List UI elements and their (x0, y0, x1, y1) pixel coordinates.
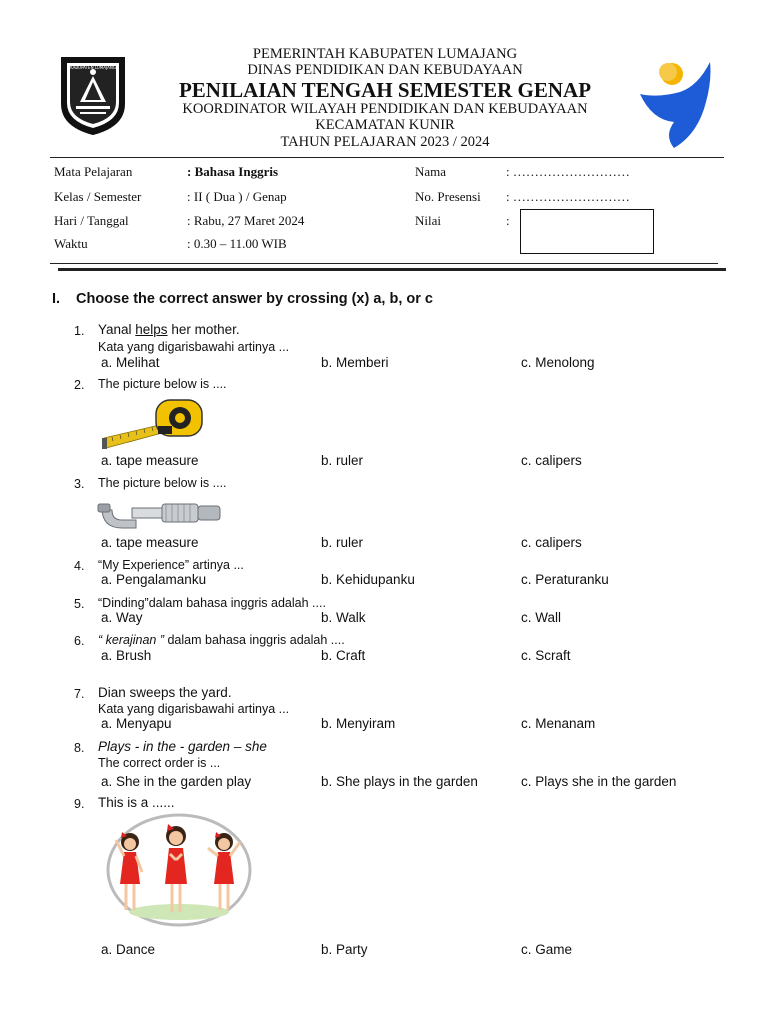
tape-measure-image (100, 396, 206, 452)
header-coordinator-line: KOORDINATOR WILAYAH PENDIDIKAN DAN KEBUDAYAAN (182, 101, 588, 117)
option-a[interactable]: a. Dance (101, 942, 156, 957)
option-a[interactable]: a. Pengalamanku (101, 572, 207, 587)
question-text: Plays - in the - garden – she (98, 739, 267, 754)
question-text: “My Experience” artinya ... (98, 558, 244, 572)
option-b[interactable]: b. Party (321, 942, 368, 957)
question-subtext: The correct order is ... (98, 756, 221, 770)
option-b[interactable]: b. Kehidupanku (321, 572, 415, 587)
option-c[interactable]: c. calipers (521, 453, 582, 468)
option-c[interactable]: c. Menanam (521, 716, 596, 731)
time-value: : 0.30 – 11.00 WIB (187, 236, 287, 251)
question-number: 5. (74, 597, 85, 611)
option-b[interactable]: b. ruler (321, 453, 364, 468)
option-b[interactable]: b. She plays in the garden (321, 774, 478, 789)
question-text: Dian sweeps the yard. (98, 685, 232, 700)
header-department-line: DINAS PENDIDIKAN DAN KEBUDAYAAN (247, 62, 523, 78)
option-b[interactable]: b. Craft (321, 648, 366, 663)
option-c[interactable]: c. Peraturanku (521, 572, 609, 587)
question-text (98, 322, 240, 337)
question-number: 3. (74, 477, 85, 491)
date-value: : Rabu, 27 Maret 2024 (187, 213, 305, 228)
subject-label: Mata Pelajaran (54, 164, 133, 179)
option-a[interactable]: a. Melihat (101, 355, 160, 370)
question-number: 2. (74, 378, 85, 392)
option-a[interactable]: a. tape measure (101, 453, 199, 468)
subject-value: : Bahasa Inggris (187, 164, 279, 179)
regency-emblem-logo (58, 54, 128, 136)
attendance-label: No. Presensi (415, 189, 481, 204)
date-label: Hari / Tanggal (54, 213, 129, 228)
option-c[interactable]: c. Wall (521, 610, 561, 625)
score-box[interactable] (520, 209, 654, 254)
option-b[interactable]: b. Memberi (321, 355, 389, 370)
question-number: 1. (74, 324, 85, 338)
time-label: Waktu (54, 236, 88, 251)
question-number: 6. (74, 634, 85, 648)
header-government-line: PEMERINTAH KABUPATEN LUMAJANG (252, 46, 518, 62)
section-instruction: Choose the correct answer by crossing (x) a, b, or c (76, 291, 433, 307)
section-number: I. (52, 291, 61, 307)
underlined-word: helps (135, 322, 168, 337)
question-text (98, 633, 345, 647)
option-c[interactable]: c. Menolong (521, 355, 595, 370)
option-c[interactable]: c. Game (521, 942, 573, 957)
micrometer-image (96, 494, 228, 534)
class-label: Kelas / Semester (54, 189, 142, 204)
score-label: Nilai (415, 213, 441, 228)
class-value: : II ( Dua ) / Genap (187, 189, 287, 204)
question-text-part: Yanal (98, 322, 136, 337)
question-text: The picture below is .... (98, 476, 227, 490)
info-divider-thick (58, 268, 726, 271)
section-heading (52, 291, 433, 307)
option-a[interactable]: a. tape measure (101, 535, 199, 550)
italic-word: “ kerajinan ” (98, 633, 164, 647)
option-b[interactable]: b. ruler (321, 535, 364, 550)
question-number: 9. (74, 797, 85, 811)
option-a[interactable]: a. Menyapu (101, 716, 172, 731)
name-field[interactable]: : ……………………… (506, 164, 630, 179)
info-divider-thin (50, 263, 718, 264)
question-number: 7. (74, 687, 85, 701)
svg-text:KABUPATEN LUMAJANG: KABUPATEN LUMAJANG (70, 65, 116, 70)
question-subtext: Kata yang digarisbawahi artinya ... (98, 340, 290, 354)
question-text-part: her mother. (167, 322, 240, 337)
header-divider (50, 157, 724, 158)
question-subtext: Kata yang digarisbawahi artinya ... (98, 702, 290, 716)
question-text: This is a ...... (98, 795, 175, 810)
option-c[interactable]: c. Plays she in the garden (521, 774, 677, 789)
option-c[interactable]: c. Scraft (521, 648, 571, 663)
name-label: Nama (415, 164, 447, 179)
option-b[interactable]: b. Menyiram (321, 716, 396, 731)
score-colon: : (506, 213, 510, 228)
option-c[interactable]: c. calipers (521, 535, 582, 550)
option-a[interactable]: a. She in the garden play (101, 774, 252, 789)
question-text: “Dinding”dalam bahasa inggris adalah .... (98, 596, 326, 610)
question-text-part: dalam bahasa inggris adalah .... (164, 633, 345, 647)
question-number: 4. (74, 559, 85, 573)
option-b[interactable]: b. Walk (321, 610, 366, 625)
header-school-year: TAHUN PELAJARAN 2023 / 2024 (280, 134, 490, 150)
exam-title: PENILAIAN TENGAH SEMESTER GENAP (178, 78, 592, 102)
option-a[interactable]: a. Brush (101, 648, 152, 663)
dancing-girls-image (104, 812, 254, 928)
header-district-line: KECAMATAN KUNIR (315, 117, 455, 133)
question-text: The picture below is .... (98, 377, 227, 391)
option-a[interactable]: a. Way (101, 610, 143, 625)
question-number: 8. (74, 741, 85, 755)
attendance-field[interactable]: : ……………………… (506, 189, 630, 204)
education-logo (636, 50, 720, 150)
